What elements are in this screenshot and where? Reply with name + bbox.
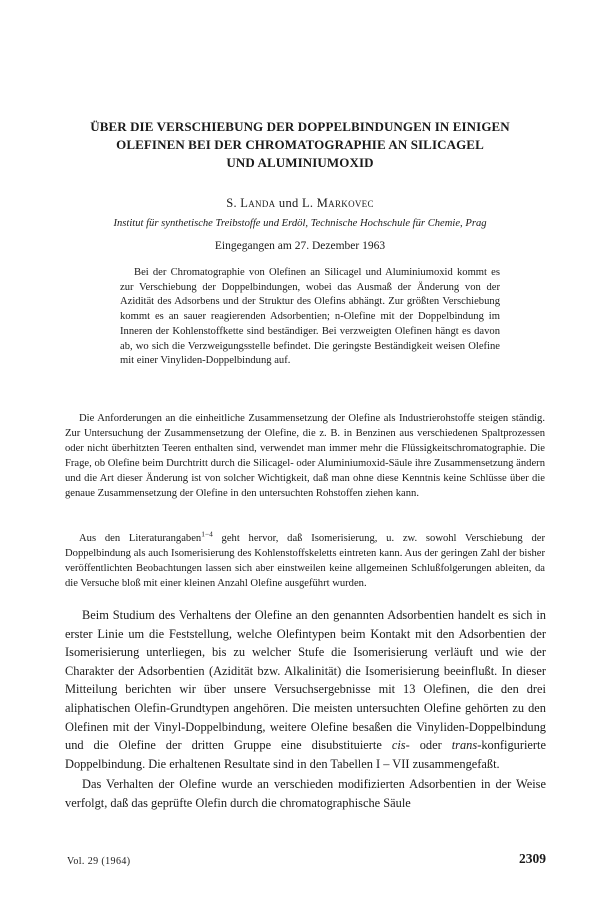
author-1: S. Landa: [226, 196, 276, 210]
cis-term: cis: [391, 738, 406, 753]
trans-term: trans: [451, 738, 478, 753]
title-line-1: ÜBER DIE VERSCHIEBUNG DER DOPPELBINDUNGEN IN EINIGEN: [90, 119, 510, 134]
body-paragraph-1-part3: -konfigurierte Doppelbindung. Die erhaltenen Resultate sind in den Tabellen I – VII zusammengefaßt.: [65, 738, 546, 771]
affiliation: Institut für synthetische Treibstoffe und Erdöl, Technische Hochschule für Chemie, Prag: [113, 218, 487, 229]
article-title: [40, 118, 560, 172]
received-date: Eingegangen am 27. Dezember 1963: [214, 240, 386, 252]
abstract: Bei der Chromatographie von Olefinen an Silicagel und Aluminiumoxid kommt es zur Verschiebung der Doppelbindungen, wobei das Ausmaß der Änderung von der Azidität des Adsorbens und der Struktur des Olefins abhängt. Zur größten Verschiebung kommt es an sauer reagierenden Adsorbentien; n-Olefine mit der Doppelbindung im Inneren der Kohlenstoffkette sind beständiger. Bei verzweigten Olefinen hängt es davon ab, wo sich die Verzweigungsstelle befindet. Die geringste Beständigkeit weisen Olefine mit einer Vinyliden-Doppelbindung auf.: [120, 267, 500, 367]
authors-line: [40, 196, 560, 211]
title-line-3: UND ALUMINIUMOXID: [226, 155, 374, 170]
author-conjunction: und: [278, 196, 299, 210]
journal-volume: Vol. 29 (1964): [67, 856, 131, 867]
author-2: L. Markovec: [301, 196, 374, 210]
body-paragraph-1-part1: Beim Studium des Verhaltens der Olefine an den genannten Adsorbentien handelt es sich in erster Linie um die Feststellung, welche Olefintypen beim Kontakt mit den Adsorbentien der Isomerisierung unterliegen, bis zu welcher Stufe die Isomerisierung verläuft und wie der Charakter der Adsorbentien (Azidität bzw. Alkalinität) die Isomerisierung beeinflußt. In dieser Mitteilung berichten wir über unsere Versuchsergebnisse mit 13 Olefinen, die den drei aliphatischen Olefin-Grundtypen angehören. Die meisten untersuchten Olefine gehörten zu den Olefinen mit der Vinyl-Doppelbindung, weitere Olefine besaßen die Vinyliden-Doppelbindung und die Olefine der dritten Gruppe eine disubstituierte: [65, 608, 546, 753]
intro-paragraph-1: Die Anforderungen an die einheitliche Zusammensetzung der Olefine als Industrierohstoffe steigen ständig. Zur Untersuchung der Zusammensetzung der Olefine, die z. B. in Benzinen aus verschiedenen Spaltprozessen oder nicht überhitzten Teeren enthalten sind, verwendet man immer mehr die Flüssigkeitschromatographie. Die Frage, ob Olefine beim Durchtritt durch die Silicagel- oder Aluminiumoxid-Säule ihre Zusammensetzung ändern und die Art dieser Änderung ist von solcher Wichtigkeit, daß man ohne diese Kenntnis keine Schlüsse über die genaue Zusammensetzung der Olefine in den untersuchten Rohstoffen ziehen kann.: [65, 413, 545, 499]
citation-reference: 1−4: [201, 529, 213, 539]
intro-paragraph-2-lead: Aus den Literaturangaben: [79, 533, 202, 544]
intro-paragraph-2: [65, 529, 545, 592]
body-paragraph-1: [65, 606, 546, 773]
title-line-2: OLEFINEN BEI DER CHROMATOGRAPHIE AN SILICAGEL: [116, 137, 484, 152]
intro-paragraph-2-rest: geht hervor, daß Isomerisierung, u. zw. sowohl Verschiebung der Doppelbindung als auch Isomerisierung des Kohlenstoffskeletts eintreten kann. Aus der geringen Zahl der bisher veröffentlichten Beobachtungen lassen sich aber einstweilen keine allgemeinen Schlußfolgerungen ableiten, da die Versuche bloß mit einer kleinen Anzahl Olefine ausgeführt wurden.: [65, 533, 545, 589]
page-number: 2309: [519, 851, 546, 866]
body-paragraph-1-part2: - oder: [405, 738, 452, 753]
body-paragraph-2: Das Verhalten der Olefine wurde an verschieden modifizierten Adsorbentien in der Weise verfolgt, daß das geprüfte Olefin durch die chromatographische Säule: [65, 777, 546, 810]
